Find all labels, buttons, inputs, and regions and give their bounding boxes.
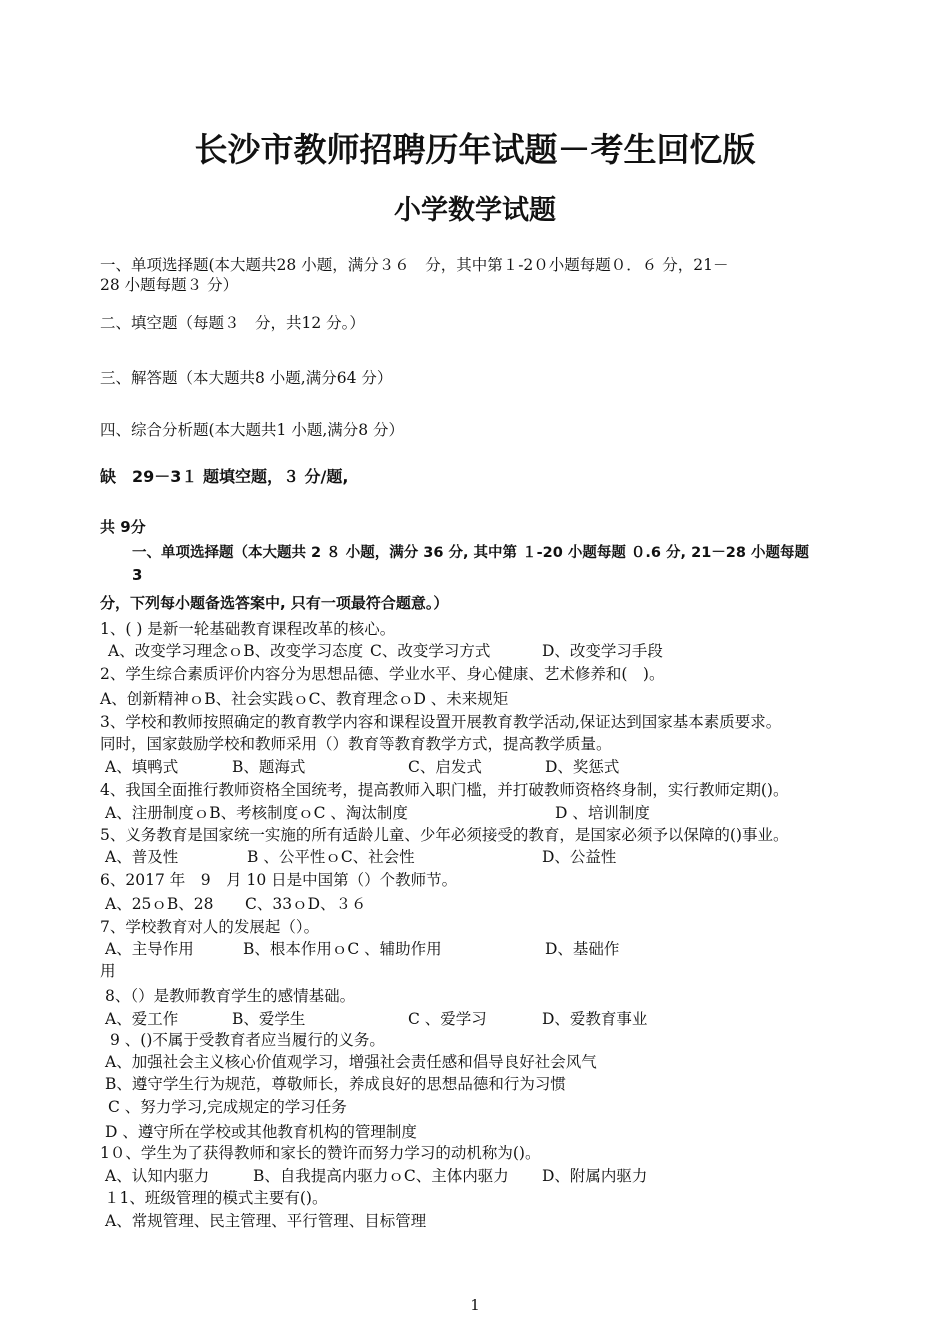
option: D、爱教育事业 bbox=[542, 1010, 648, 1028]
option: C、33ｏD、３６ bbox=[245, 895, 367, 913]
overview-line-5: 四、综合分析题(本大题共1 小题,满分8 分） bbox=[100, 421, 405, 439]
option: B、题海式 bbox=[232, 758, 306, 776]
question-1: 1、( ) 是新一轮基础教育课程改革的核心。 bbox=[100, 620, 396, 638]
question-9-option-d: D 、遵守所在学校或其他教育机构的管理制度 bbox=[105, 1123, 417, 1141]
question-8: 8、（）是教师教育学生的感情基础。 bbox=[105, 987, 356, 1005]
option: D、改变学习手段 bbox=[542, 642, 663, 660]
option: D、奖惩式 bbox=[545, 758, 620, 776]
question-7-options-cont: 用 bbox=[100, 962, 116, 980]
overview-line-2: 28 小题每题３ 分） bbox=[100, 276, 239, 294]
overview-line-3: 二、填空题（每题３ 分，共12 分。） bbox=[100, 314, 365, 332]
option: B、根本作用ｏC 、辅助作用 bbox=[243, 940, 442, 958]
question-2: 2、学生综合素质评价内容分为思想品德、学业水平、身心健康、艺术修养和( )。 bbox=[100, 665, 665, 683]
question-11: １1、班级管理的模式主要有()。 bbox=[104, 1189, 328, 1207]
question-7-options bbox=[100, 938, 880, 960]
option: B、爱学生 bbox=[232, 1010, 306, 1028]
question-5-options bbox=[100, 846, 880, 868]
question-3: 3、学校和教师按照确定的教育教学内容和课程设置开展教育教学活动,保证达到国家基本素质要求。 bbox=[100, 713, 782, 731]
option: C、改变学习方式 bbox=[370, 642, 491, 660]
option: A、25ｏB、28 bbox=[105, 895, 214, 913]
section-heading: 一、单项选择题（本大题共 2 ８ 小题，满分 36 分, 其中第 １-20 小题每题 ０.6 分, 21－28 小题每题 bbox=[132, 545, 810, 561]
question-10-options bbox=[100, 1165, 880, 1187]
section-heading-cont: 3 bbox=[132, 566, 143, 584]
question-8-options bbox=[100, 1008, 880, 1030]
question-9-option-c: C 、努力学习,完成规定的学习任务 bbox=[108, 1098, 347, 1116]
option: C、启发式 bbox=[408, 758, 482, 776]
section-heading-instruction: 分，下列每小题备选答案中, 只有一项最符合题意。） bbox=[100, 594, 449, 612]
option: B 、公平性ｏC、社会性 bbox=[247, 848, 415, 866]
question-9: 9 、()不属于受教育者应当履行的义务。 bbox=[110, 1031, 385, 1049]
document-title: 长沙市教师招聘历年试题－考生回忆版 bbox=[194, 130, 756, 169]
option: A、改变学习理念ｏB、改变学习态度 bbox=[108, 642, 364, 660]
question-3-cont: 同时，国家鼓励学校和教师采用（）教育等教育教学方式，提高教学质量。 bbox=[100, 735, 612, 753]
question-2-options: A、创新精神ｏB、社会实践ｏC、教育理念ｏD 、未来规矩 bbox=[100, 690, 509, 708]
option: D 、培训制度 bbox=[555, 804, 650, 822]
overview-line-4: 三、解答题（本大题共8 小题,满分64 分） bbox=[100, 369, 393, 387]
question-4-options bbox=[100, 802, 880, 824]
option: D、基础作 bbox=[545, 940, 620, 958]
overview-line-1: 一、单项选择题(本大题共28 小题，满分３６ 分，其中第１-2０小题每题０．６ 分，21－ bbox=[100, 256, 729, 274]
question-3-options bbox=[100, 756, 880, 778]
option: D、公益性 bbox=[542, 848, 617, 866]
missing-note: 缺 29－3１ 题填空题，３ 分/题, bbox=[100, 467, 349, 486]
question-6-options bbox=[100, 893, 880, 915]
option: A、爱工作 bbox=[105, 1010, 179, 1028]
page-number: 1 bbox=[470, 1296, 480, 1314]
document-subtitle: 小学数学试题 bbox=[394, 195, 556, 226]
option: A、填鸭式 bbox=[105, 758, 179, 776]
option: A、普及性 bbox=[105, 848, 179, 866]
missing-note-total: 共 9分 bbox=[100, 518, 146, 536]
option: D、附属内驱力 bbox=[542, 1167, 648, 1185]
question-6: 6、2017 年 9 月 10 日是中国第（）个教师节。 bbox=[100, 871, 458, 889]
question-1-options bbox=[100, 640, 880, 662]
question-7: 7、学校教育对人的发展起（）。 bbox=[100, 918, 320, 936]
option: A、认知内驱力 bbox=[105, 1167, 210, 1185]
question-10: 1０、学生为了获得教师和家长的赞许而努力学习的动机称为()。 bbox=[100, 1144, 541, 1162]
question-5: 5、义务教育是国家统一实施的所有适龄儿童、少年必须接受的教育，是国家必须予以保障的()事业。 bbox=[100, 826, 789, 844]
option: A、注册制度ｏB、考核制度ｏC 、淘汰制度 bbox=[105, 804, 408, 822]
question-4: 4、我国全面推行教师资格全国统考，提高教师入职门槛，并打破教师资格终身制，实行教师定期()。 bbox=[100, 781, 789, 799]
question-9-option-a: A、加强社会主义核心价值观学习，增强社会责任感和倡导良好社会风气 bbox=[105, 1053, 597, 1071]
question-9-option-b: B、遵守学生行为规范，尊敬师长，养成良好的思想品德和行为习惯 bbox=[105, 1075, 566, 1093]
option: B、自我提高内驱力ｏC、主体内驱力 bbox=[253, 1167, 509, 1185]
option: C 、爱学习 bbox=[408, 1010, 487, 1028]
option: A、主导作用 bbox=[105, 940, 194, 958]
question-11-option-a: A、常规管理、民主管理、平行管理、目标管理 bbox=[105, 1212, 427, 1230]
